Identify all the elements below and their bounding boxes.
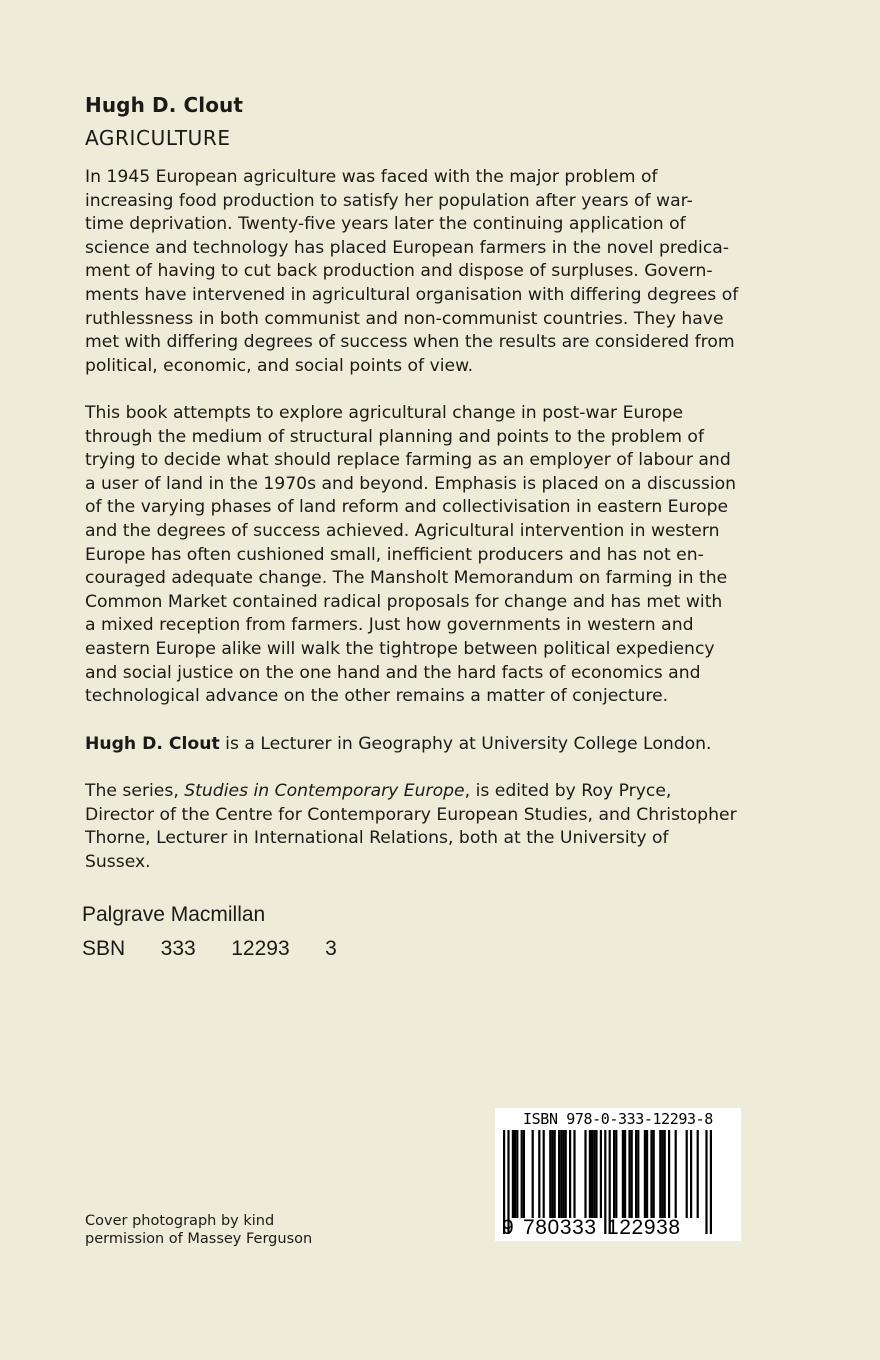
barcode-bar xyxy=(690,1130,692,1218)
barcode-bar xyxy=(710,1130,712,1234)
series-prefix: The series, xyxy=(85,781,185,801)
isbn-label: ISBN 978-0-333-12293-8 xyxy=(523,1110,713,1128)
barcode-bar xyxy=(661,1130,663,1218)
blurb-line: trying to decide what should replace farming as an employer of labour and xyxy=(85,450,731,471)
barcode-bar xyxy=(565,1130,567,1218)
series-title: Studies in Contemporary Europe xyxy=(184,781,465,801)
barcode-bar xyxy=(622,1130,624,1218)
blurb-line: and social justice on the one hand and the hard facts of economics and xyxy=(85,662,701,683)
sbn-number: SBN 333 12293 3 xyxy=(82,937,337,960)
barcode-bar xyxy=(631,1130,633,1218)
author-bio xyxy=(85,733,712,757)
barcode-bar xyxy=(664,1130,666,1218)
barcode-bar xyxy=(521,1130,523,1218)
barcode-bar xyxy=(624,1130,626,1218)
blurb-line: This book attempts to explore agricultural change in post-war Europe xyxy=(85,403,684,423)
blurb-line: political, economic, and social points of view. xyxy=(85,355,474,376)
barcode-bar xyxy=(697,1130,699,1218)
barcode-digits-left: 780333 xyxy=(523,1216,597,1239)
barcode-bar xyxy=(573,1130,575,1218)
blurb-line: ment of having to cut back production and dispose of surpluses. Govern- xyxy=(85,261,713,282)
blurb-line: of the varying phases of land reform and collectivisation in eastern Europe xyxy=(85,497,729,518)
series-suffix: , is edited by Roy Pryce, xyxy=(464,781,672,801)
barcode-bar xyxy=(637,1130,639,1218)
barcode-bar xyxy=(686,1130,688,1218)
cover-credit-line-2: permission of Massey Ferguson xyxy=(85,1231,313,1247)
blurb-line: eastern Europe alike will walk the tightrope between political expediency xyxy=(85,638,715,659)
barcode-bar xyxy=(538,1130,540,1218)
blurb-line: through the medium of structural planning and points to the problem of xyxy=(85,426,705,447)
barcode-bar xyxy=(569,1130,571,1218)
blurb-paragraph-2 xyxy=(85,402,736,709)
barcode-bar xyxy=(650,1130,652,1218)
barcode-bar xyxy=(512,1130,514,1218)
barcode-digit-lead: 9 xyxy=(502,1216,514,1239)
barcode-bar xyxy=(562,1130,564,1218)
barcode-bar xyxy=(593,1130,595,1218)
barcode-bar xyxy=(523,1130,525,1218)
barcode-bar xyxy=(516,1130,518,1218)
barcode-bar xyxy=(554,1130,556,1218)
author-bio-text: is a Lecturer in Geography at University College London. xyxy=(219,734,712,754)
barcode-bar xyxy=(600,1130,602,1218)
publisher-name: Palgrave Macmillan xyxy=(82,903,266,926)
barcode-bar xyxy=(551,1130,553,1218)
blurb-line: increasing food production to satisfy her population after years of war- xyxy=(85,190,693,211)
series-note xyxy=(85,780,737,874)
barcode-bar xyxy=(584,1130,586,1218)
barcode-bar xyxy=(668,1130,670,1218)
barcode-bar xyxy=(591,1130,593,1218)
blurb-line: science and technology has placed European farmers in the novel predica- xyxy=(85,237,730,258)
barcode-bar xyxy=(613,1130,615,1218)
blurb-line: technological advance on the other remains a matter of conjecture. xyxy=(85,686,669,707)
book-title: AGRICULTURE xyxy=(85,126,231,150)
barcode-bar xyxy=(543,1130,545,1218)
barcode-bar xyxy=(705,1130,707,1234)
barcode-bar xyxy=(644,1130,646,1218)
barcode-bar xyxy=(595,1130,597,1218)
barcode-bar xyxy=(549,1130,551,1218)
author-name: Hugh D. Clout xyxy=(85,93,244,117)
blurb-paragraph-1 xyxy=(85,166,738,378)
barcode-bar xyxy=(532,1130,534,1218)
author-bio-name: Hugh D. Clout xyxy=(85,734,220,754)
cover-credit xyxy=(85,1212,312,1248)
blurb-line: In 1945 European agriculture was faced with the major problem of xyxy=(85,167,658,187)
blurb-line: ments have intervened in agricultural organisation with differing degrees of xyxy=(85,284,739,305)
blurb-line: met with differing degrees of success when the results are considered from xyxy=(85,332,735,353)
barcode-bar xyxy=(628,1130,630,1218)
barcode-bar xyxy=(558,1130,560,1218)
blurb-line: Common Market contained radical proposals for change and has met with xyxy=(85,591,723,612)
series-line-4: Sussex. xyxy=(85,851,151,872)
barcode-bar xyxy=(675,1130,677,1218)
blurb-line: a mixed reception from farmers. Just how governments in western and xyxy=(85,615,694,636)
barcode-bar xyxy=(653,1130,655,1218)
blurb-line: ruthlessness in both communist and non-communist countries. They have xyxy=(85,308,724,329)
barcode-bar xyxy=(635,1130,637,1218)
blurb-line: and the degrees of success achieved. Agricultural intervention in western xyxy=(85,520,720,541)
barcode-bar xyxy=(589,1130,591,1218)
cover-credit-line-1: Cover photograph by kind xyxy=(85,1213,275,1229)
barcode-bar xyxy=(646,1130,648,1218)
blurb-line: Europe has often cushioned small, inefficient producers and has not en- xyxy=(85,544,704,565)
blurb-line: couraged adequate change. The Mansholt Memorandum on farming in the xyxy=(85,568,728,589)
barcode-bar xyxy=(659,1130,661,1218)
blurb-line: a user of land in the 1970s and beyond. Emphasis is placed on a discussion xyxy=(85,473,737,494)
series-line-2: Director of the Centre for Contemporary European Studies, and Christopher xyxy=(85,804,737,825)
blurb-line: time deprivation. Twenty-five years later the continuing application of xyxy=(85,214,686,235)
barcode-bar xyxy=(514,1130,516,1218)
series-line-1 xyxy=(85,780,737,804)
series-line-3: Thorne, Lecturer in International Relations, both at the University of xyxy=(85,828,669,849)
barcode-bar xyxy=(560,1130,562,1218)
isbn-barcode xyxy=(495,1108,741,1241)
barcode-bar xyxy=(615,1130,617,1218)
barcode-digits-right: 122938 xyxy=(607,1216,681,1239)
